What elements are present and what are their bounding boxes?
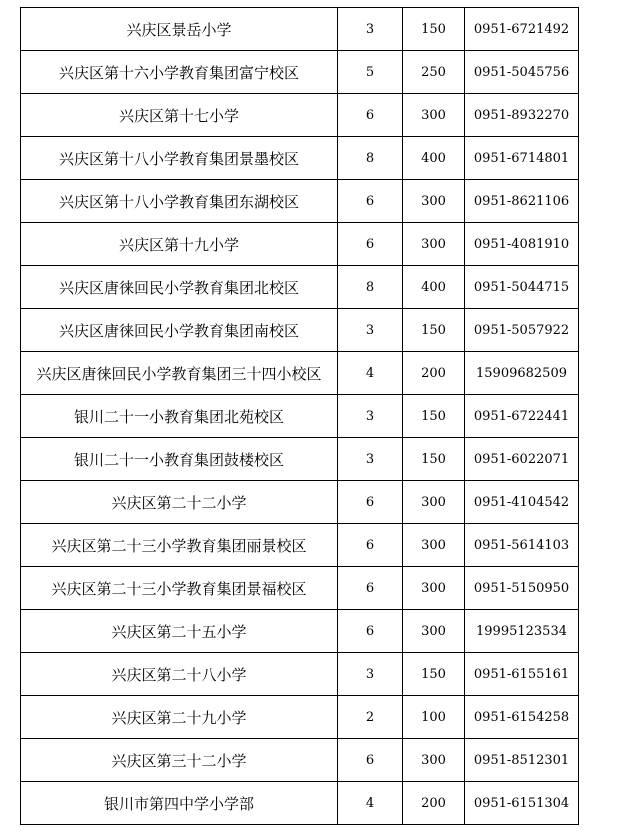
phone-cell: 0951-5044715 bbox=[465, 266, 579, 309]
students-cell: 300 bbox=[403, 94, 465, 137]
phone-cell: 0951-6155161 bbox=[465, 653, 579, 696]
classes-cell: 3 bbox=[338, 395, 403, 438]
students-cell: 150 bbox=[403, 8, 465, 51]
school-name-cell: 兴庆区第二十五小学 bbox=[21, 610, 338, 653]
classes-cell: 5 bbox=[338, 51, 403, 94]
students-cell: 300 bbox=[403, 567, 465, 610]
school-name-cell: 兴庆区第二十八小学 bbox=[21, 653, 338, 696]
school-name-cell: 兴庆区第十九小学 bbox=[21, 223, 338, 266]
students-cell: 300 bbox=[403, 180, 465, 223]
school-table-body bbox=[21, 8, 579, 825]
students-cell: 300 bbox=[403, 524, 465, 567]
students-cell: 300 bbox=[403, 739, 465, 782]
table-row bbox=[21, 567, 579, 610]
table-row bbox=[21, 653, 579, 696]
table-row bbox=[21, 8, 579, 51]
phone-cell: 0951-6721492 bbox=[465, 8, 579, 51]
classes-cell: 8 bbox=[338, 137, 403, 180]
phone-cell: 0951-6714801 bbox=[465, 137, 579, 180]
table-row bbox=[21, 223, 579, 266]
school-name-cell: 兴庆区唐徕回民小学教育集团南校区 bbox=[21, 309, 338, 352]
table-row bbox=[21, 94, 579, 137]
classes-cell: 6 bbox=[338, 610, 403, 653]
classes-cell: 6 bbox=[338, 739, 403, 782]
school-name-cell: 兴庆区第十八小学教育集团东湖校区 bbox=[21, 180, 338, 223]
phone-cell: 19995123534 bbox=[465, 610, 579, 653]
students-cell: 150 bbox=[403, 395, 465, 438]
phone-cell: 0951-6151304 bbox=[465, 782, 579, 825]
students-cell: 200 bbox=[403, 352, 465, 395]
classes-cell: 2 bbox=[338, 696, 403, 739]
phone-cell: 0951-6022071 bbox=[465, 438, 579, 481]
classes-cell: 4 bbox=[338, 782, 403, 825]
classes-cell: 6 bbox=[338, 180, 403, 223]
students-cell: 300 bbox=[403, 481, 465, 524]
table-row bbox=[21, 352, 579, 395]
school-name-cell: 兴庆区第十七小学 bbox=[21, 94, 338, 137]
students-cell: 250 bbox=[403, 51, 465, 94]
students-cell: 400 bbox=[403, 137, 465, 180]
school-name-cell: 兴庆区第二十三小学教育集团丽景校区 bbox=[21, 524, 338, 567]
table-row bbox=[21, 266, 579, 309]
classes-cell: 6 bbox=[338, 524, 403, 567]
classes-cell: 6 bbox=[338, 94, 403, 137]
table-row bbox=[21, 438, 579, 481]
table-row bbox=[21, 696, 579, 739]
school-name-cell: 兴庆区唐徕回民小学教育集团三十四小校区 bbox=[21, 352, 338, 395]
classes-cell: 3 bbox=[338, 309, 403, 352]
school-name-cell: 兴庆区唐徕回民小学教育集团北校区 bbox=[21, 266, 338, 309]
table-row bbox=[21, 481, 579, 524]
students-cell: 300 bbox=[403, 610, 465, 653]
phone-cell: 0951-5057922 bbox=[465, 309, 579, 352]
classes-cell: 6 bbox=[338, 481, 403, 524]
school-name-cell: 兴庆区第十六小学教育集团富宁校区 bbox=[21, 51, 338, 94]
phone-cell: 0951-6722441 bbox=[465, 395, 579, 438]
students-cell: 150 bbox=[403, 653, 465, 696]
phone-cell: 0951-5150950 bbox=[465, 567, 579, 610]
school-name-cell: 兴庆区第二十九小学 bbox=[21, 696, 338, 739]
table-row bbox=[21, 309, 579, 352]
classes-cell: 6 bbox=[338, 567, 403, 610]
school-name-cell: 兴庆区第十八小学教育集团景墨校区 bbox=[21, 137, 338, 180]
table-row bbox=[21, 180, 579, 223]
classes-cell: 3 bbox=[338, 653, 403, 696]
students-cell: 100 bbox=[403, 696, 465, 739]
students-cell: 150 bbox=[403, 438, 465, 481]
classes-cell: 3 bbox=[338, 438, 403, 481]
school-name-cell: 银川二十一小教育集团北苑校区 bbox=[21, 395, 338, 438]
school-name-cell: 银川市第四中学小学部 bbox=[21, 782, 338, 825]
students-cell: 200 bbox=[403, 782, 465, 825]
students-cell: 400 bbox=[403, 266, 465, 309]
students-cell: 150 bbox=[403, 309, 465, 352]
table-row bbox=[21, 137, 579, 180]
phone-cell: 0951-6154258 bbox=[465, 696, 579, 739]
school-name-cell: 兴庆区第二十二小学 bbox=[21, 481, 338, 524]
school-name-cell: 银川二十一小教育集团鼓楼校区 bbox=[21, 438, 338, 481]
phone-cell: 15909682509 bbox=[465, 352, 579, 395]
classes-cell: 6 bbox=[338, 223, 403, 266]
school-name-cell: 兴庆区第二十三小学教育集团景福校区 bbox=[21, 567, 338, 610]
table-row bbox=[21, 610, 579, 653]
table-row bbox=[21, 782, 579, 825]
students-cell: 300 bbox=[403, 223, 465, 266]
phone-cell: 0951-8512301 bbox=[465, 739, 579, 782]
phone-cell: 0951-5045756 bbox=[465, 51, 579, 94]
phone-cell: 0951-8621106 bbox=[465, 180, 579, 223]
phone-cell: 0951-5614103 bbox=[465, 524, 579, 567]
phone-cell: 0951-4104542 bbox=[465, 481, 579, 524]
classes-cell: 8 bbox=[338, 266, 403, 309]
school-name-cell: 兴庆区第三十二小学 bbox=[21, 739, 338, 782]
table-row bbox=[21, 51, 579, 94]
phone-cell: 0951-4081910 bbox=[465, 223, 579, 266]
table-row bbox=[21, 395, 579, 438]
table-row bbox=[21, 524, 579, 567]
phone-cell: 0951-8932270 bbox=[465, 94, 579, 137]
school-name-cell: 兴庆区景岳小学 bbox=[21, 8, 338, 51]
school-table bbox=[20, 7, 579, 825]
classes-cell: 3 bbox=[338, 8, 403, 51]
table-row bbox=[21, 739, 579, 782]
classes-cell: 4 bbox=[338, 352, 403, 395]
